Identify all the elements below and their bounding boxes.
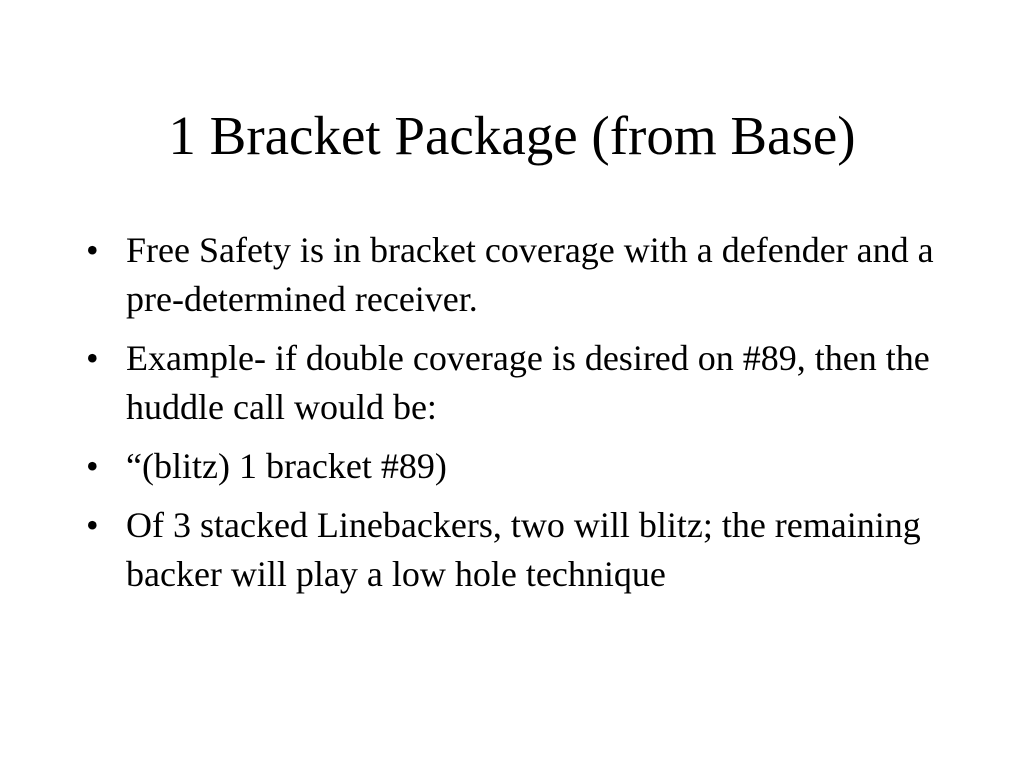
bullet-icon: • <box>86 338 99 378</box>
bullet-text: Example- if double coverage is desired on #89, then the huddle call would be: <box>126 338 930 427</box>
bullet-item <box>86 226 966 324</box>
bullet-text: Of 3 stacked Linebackers, two will blitz; the remaining backer will play a low hole technique <box>126 505 921 594</box>
bullet-item <box>86 442 966 491</box>
bullet-list <box>86 226 966 609</box>
slide-title: 1 Bracket Package (from Base) <box>168 105 856 166</box>
bullet-icon: • <box>86 446 99 486</box>
bullet-item <box>86 334 966 432</box>
bullet-text: Free Safety is in bracket coverage with a defender and a pre-determined receiver. <box>126 230 934 319</box>
bullet-text: “(blitz) 1 bracket #89) <box>126 446 447 486</box>
bullet-icon: • <box>86 505 99 545</box>
bullet-icon: • <box>86 230 99 270</box>
bullet-item <box>86 501 966 599</box>
